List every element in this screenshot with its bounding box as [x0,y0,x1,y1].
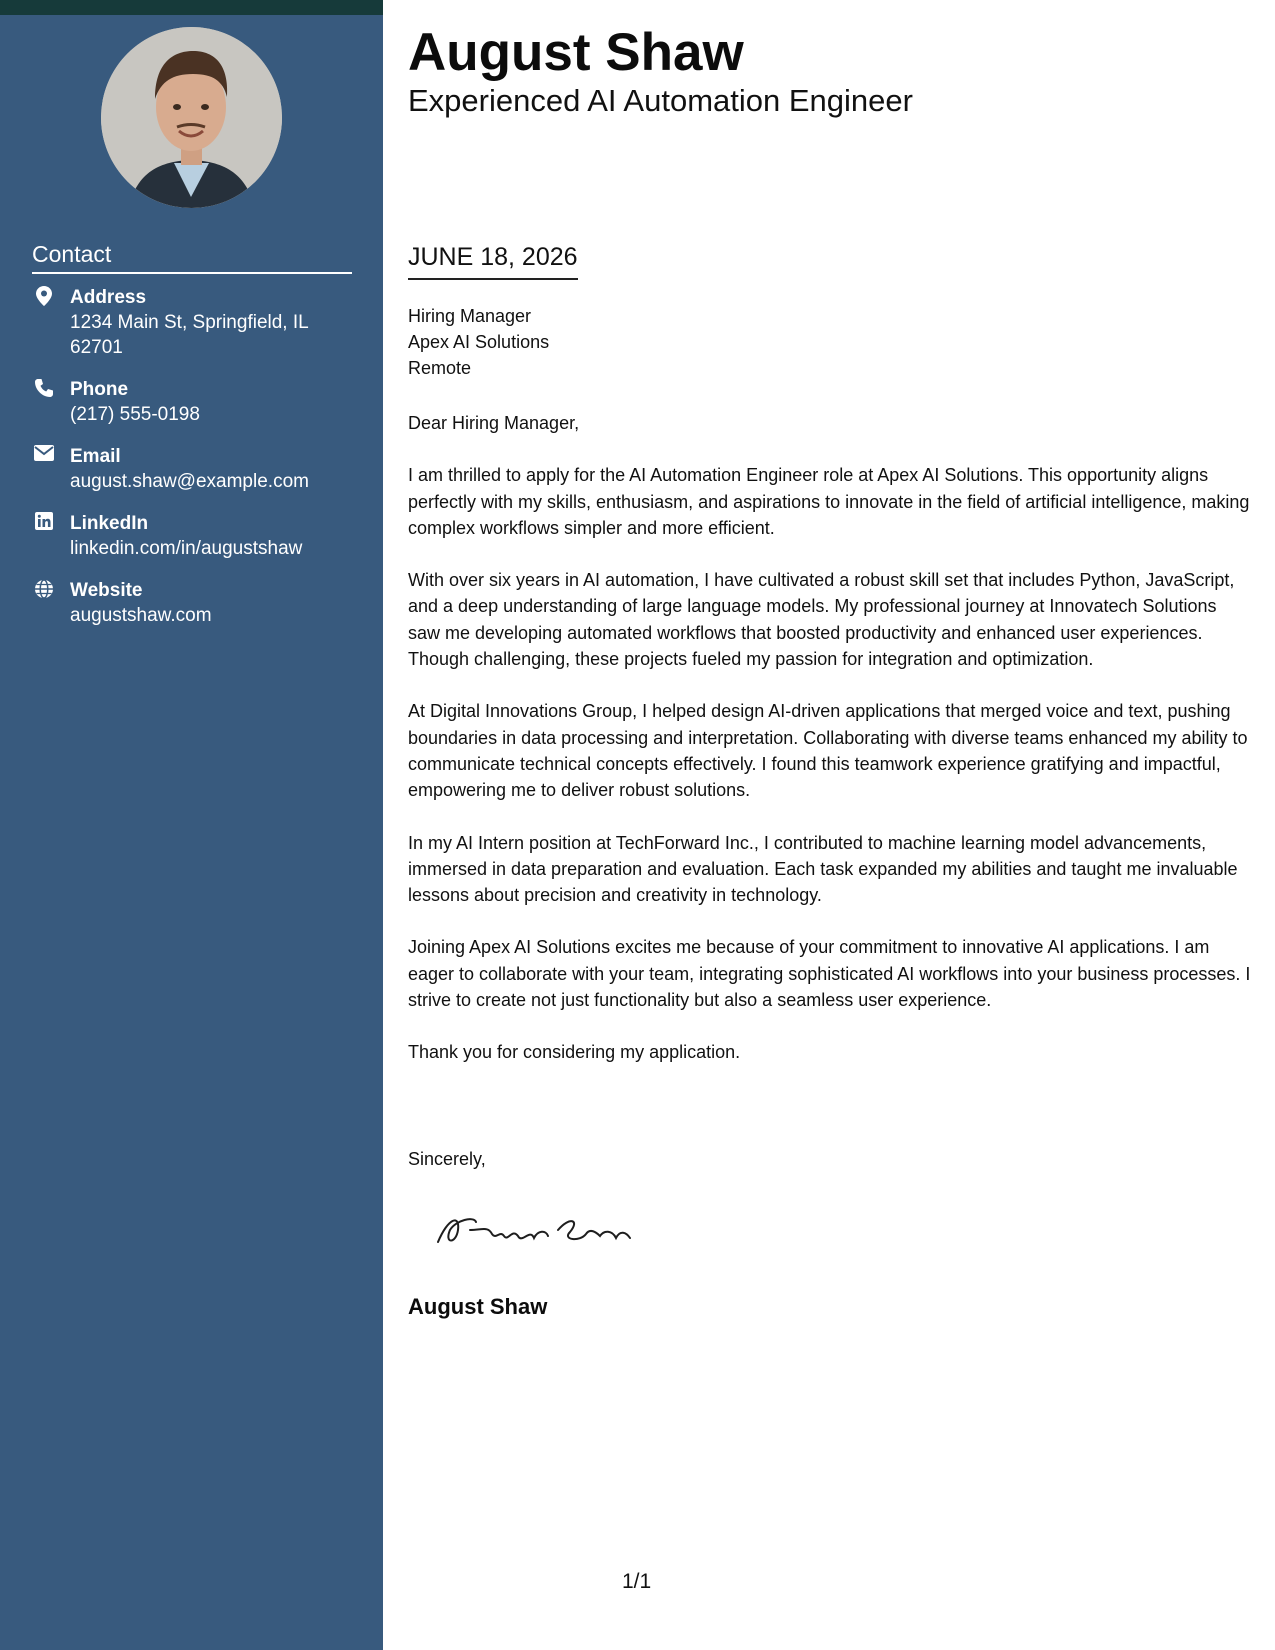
recipient-company: Apex AI Solutions [408,332,550,352]
contact-label: Website [70,580,143,601]
page-number: 1/1 [622,1570,652,1593]
contact-value: (217) 555-0198 [70,404,200,425]
sidebar-top-bar [0,0,383,15]
contact-label: Email [70,446,121,467]
contact-linkedin [32,511,362,561]
globe-icon [32,579,56,603]
applicant-name: August Shaw [408,23,744,82]
contact-value: 1234 Main St, Springfield, IL 62701 [70,312,308,358]
paragraph: Joining Apex AI Solutions excites me because of your commitment to innovative AI applications. I am eager to collaborate with your team, integrating sophisticated AI workflows into your business processes. I strive to create not just functionality but also a seamless user experience. [408,937,1251,1011]
contact-heading: Contact [32,241,352,274]
recipient-location: Remote [408,358,472,378]
closing-line: Thank you for considering my application. [408,1042,741,1063]
signoff: Sincerely, [408,1149,486,1169]
contact-label: Phone [70,379,129,400]
letter-body [408,410,1253,1092]
signer-name: August Shaw [408,1294,548,1319]
signature-image [430,1200,650,1255]
contact-website [32,578,362,628]
envelope-icon [32,445,56,469]
sidebar [0,0,383,1650]
contact-value: augustshaw.com [70,605,212,626]
recipient-block [408,303,549,381]
contact-value: linkedin.com/in/augustshaw [70,538,303,559]
contact-email [32,444,362,494]
letter-date: JUNE 18, 2026 [408,243,578,280]
paragraph: With over six years in AI automation, I have cultivated a robust skill set that includes Python, JavaScript, and a deep understanding of large language models. My professional journey at Innovatech Solutions saw me developing automated workflows that boosted productivity and enhanced user experiences. Though challenging, these projects fueled my passion for integration and optimization. [408,570,1235,670]
contact-label: LinkedIn [70,513,149,534]
linkedin-icon [32,512,56,536]
recipient-name: Hiring Manager [408,306,532,326]
location-pin-icon [32,286,56,310]
salutation: Dear Hiring Manager, [408,413,580,433]
avatar [101,27,282,208]
contact-value: august.shaw@example.com [70,471,309,492]
contact-phone [32,377,362,427]
contact-address [32,285,362,360]
phone-icon [32,378,56,402]
contact-label: Address [70,287,147,308]
contact-list [32,285,362,645]
paragraph: In my AI Intern position at TechForward Inc., I contributed to machine learning model advancements, immersed in data preparation and evaluation. Each task expanded my abilities and taught me invaluable lessons about precision and creativity in technology. [408,832,1238,906]
paragraph: I am thrilled to apply for the AI Automation Engineer role at Apex AI Solutions. This opportunity aligns perfectly with my skills, enthusiasm, and aspirations to innovate in the field of artificial intelligence, making complex workflows simpler and more efficient. [408,465,1250,538]
paragraph: At Digital Innovations Group, I helped design AI-driven applications that merged voice and text, pushing boundaries in data processing and interpretation. Collaborating with diverse teams enhanced my ability to communicate technical concepts effectively. I found this teamwork experience gratifying and impactful, empowering me to deliver robust solutions. [408,701,1248,801]
applicant-title: Experienced AI Automation Engineer [408,83,913,118]
